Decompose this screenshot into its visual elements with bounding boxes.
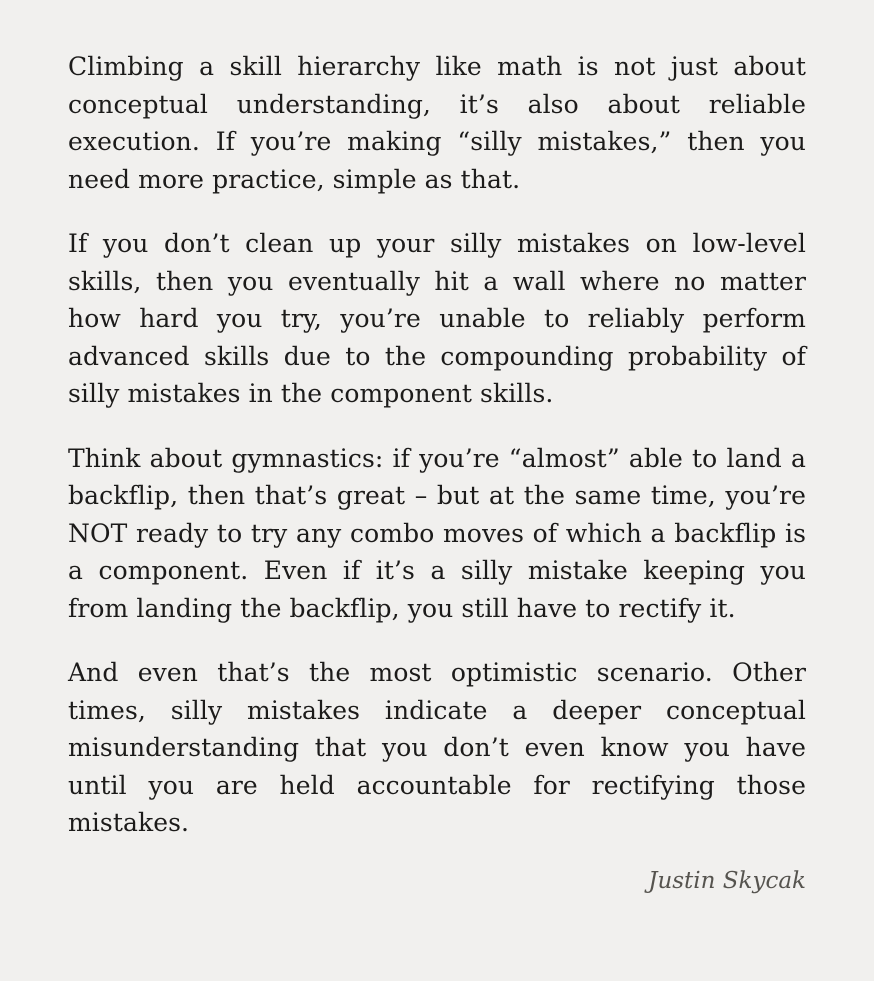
- quote-paragraph-4: And even that’s the most optimistic scenario. Other times, silly mistakes indicate a deeper conceptual misunderstanding that you don’t even know you have until you are held accountable for rectifying those mistakes.: [68, 658, 806, 837]
- quote-paragraph-2: If you don’t clean up your silly mistakes on low-level skills, then you eventually hit a wall where no matter how hard you try, you’re unable to reliably perform advanced skills due to the compounding probability of silly mistakes in the component skills.: [68, 229, 806, 408]
- quote-text: [68, 48, 806, 842]
- quote-paragraph-1: Climbing a skill hierarchy like math is not just about conceptual understanding, it’s also about reliable execution. If you’re making “silly mistakes,” then you need more practice, simple as that.: [68, 52, 806, 194]
- attribution: Justin Skycak: [648, 867, 806, 894]
- quote-paragraph-3: Think about gymnastics: if you’re “almost” able to land a backflip, then that’s great – but at the same time, you’re NOT ready to try any combo moves of which a backflip is a component. Even if it’s a silly mistake keeping you from landing the backflip, you still have to rectify it.: [68, 443, 806, 623]
